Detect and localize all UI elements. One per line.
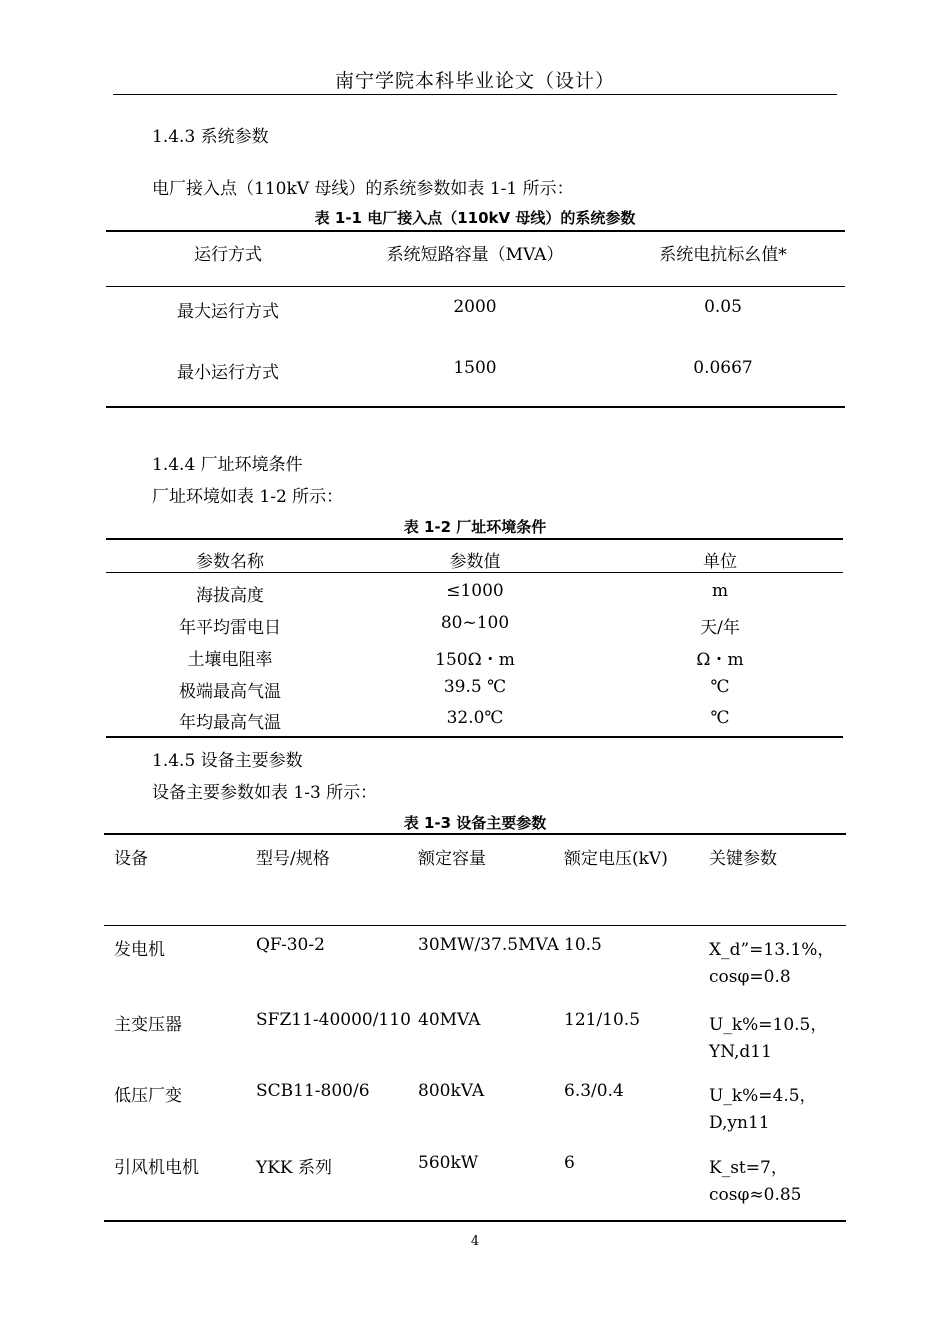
table-1-3-cell-key-line1: X_d”=13.1%， xyxy=(709,940,835,960)
table-1-2-cell: 150Ω・m xyxy=(435,650,515,670)
table-1-3-cell-device: 主变压器 xyxy=(114,1015,182,1035)
table-1-3-cell-capacity: 800kVA xyxy=(418,1081,485,1101)
table-1-3-cell-key-line2: YN,d11 xyxy=(709,1042,772,1062)
table-1-2-cell: ≤1000 xyxy=(446,581,504,601)
table-1-3-caption: 表 1-3 设备主要参数 xyxy=(403,814,547,832)
table-1-3-cell-key-line1: U_k%=10.5， xyxy=(709,1015,828,1035)
table-1-1-header-rule xyxy=(106,286,845,287)
table-1-2-cell: 海拔高度 xyxy=(196,586,264,606)
table-1-2-cell: m xyxy=(711,581,729,601)
table-1-3-header-rule xyxy=(104,925,846,926)
table-1-1-cell: 2000 xyxy=(453,297,497,317)
table-1-3-cell-model: YKK 系列 xyxy=(256,1158,333,1178)
table-1-3-cell-capacity: 40MVA xyxy=(418,1010,481,1030)
table-1-3-cell-voltage: 6 xyxy=(564,1153,575,1173)
table-1-2-header-name: 参数名称 xyxy=(196,552,264,572)
table-1-1-cell: 最小运行方式 xyxy=(177,363,279,383)
table-1-3-cell-voltage: 10.5 xyxy=(564,935,602,955)
table-1-3-bottom-rule xyxy=(104,1220,846,1222)
section-intro-1-4-3: 电厂接入点（110kV 母线）的系统参数如表 1-1 所示： xyxy=(152,179,574,199)
table-1-3-cell-key-line1: K_st=7， xyxy=(709,1158,788,1178)
table-1-1-cell: 1500 xyxy=(453,358,497,378)
table-1-3-cell-model: SCB11-800/6 xyxy=(256,1081,370,1101)
table-1-2-cell: ℃ xyxy=(710,708,730,728)
table-1-1-header-capacity: 系统短路容量（MVA） xyxy=(386,245,564,265)
table-1-2-cell: 天/年 xyxy=(700,618,740,638)
table-1-3-header-device: 设备 xyxy=(114,849,148,869)
table-1-2-header-unit: 单位 xyxy=(703,552,737,572)
table-1-2-header-rule xyxy=(106,572,843,573)
table-1-1-header-mode: 运行方式 xyxy=(194,245,262,265)
table-1-2-cell: 年平均雷电日 xyxy=(179,618,281,638)
table-1-3-cell-device: 发电机 xyxy=(114,940,165,960)
table-1-3-cell-key-line2: cosφ≈0.85 xyxy=(709,1185,802,1205)
table-1-3-cell-model: QF-30-2 xyxy=(256,935,325,955)
table-1-3-cell-voltage: 6.3/0.4 xyxy=(564,1081,624,1101)
table-1-1-cell: 0.0667 xyxy=(693,358,753,378)
section-heading-1-4-5: 1.4.5 设备主要参数 xyxy=(152,751,303,771)
page-number: 4 xyxy=(470,1234,480,1249)
table-1-3-cell-key-line1: U_k%=4.5， xyxy=(709,1086,817,1106)
header-rule xyxy=(113,94,837,95)
table-1-2-cell: Ω・m xyxy=(696,650,744,670)
table-1-2-cell: 39.5 ℃ xyxy=(443,677,507,697)
table-1-1-top-rule xyxy=(106,230,845,232)
table-1-3-top-rule xyxy=(104,833,846,835)
table-1-2-cell: 极端最高气温 xyxy=(179,682,281,702)
table-1-1-header-reactance: 系统电抗标幺值* xyxy=(659,245,787,265)
table-1-2-bottom-rule xyxy=(106,736,843,738)
table-1-3-cell-capacity: 560kW xyxy=(418,1153,479,1173)
table-1-3-cell-capacity: 30MW/37.5MVA xyxy=(418,935,559,955)
table-1-3-cell-key-line2: cosφ=0.8 xyxy=(709,967,791,987)
table-1-3-header-voltage: 额定电压(kV) xyxy=(564,849,668,869)
table-1-1-caption: 表 1-1 电厂接入点（110kV 母线）的系统参数 xyxy=(314,209,636,227)
table-1-3-cell-model: SFZ11-40000/110 xyxy=(256,1010,411,1030)
section-intro-1-4-5: 设备主要参数如表 1-3 所示： xyxy=(152,783,378,803)
table-1-3-cell-device: 低压厂变 xyxy=(114,1086,182,1106)
section-heading-1-4-4: 1.4.4 厂址环境条件 xyxy=(152,455,303,475)
table-1-2-cell: ℃ xyxy=(710,677,730,697)
table-1-3-header-key: 关键参数 xyxy=(709,849,777,869)
table-1-2-cell: 32.0℃ xyxy=(446,708,504,728)
page-header-title: 南宁学院本科毕业论文（设计） xyxy=(334,70,615,92)
table-1-3-cell-key-line2: D,yn11 xyxy=(709,1113,770,1133)
table-1-2-cell: 土壤电阻率 xyxy=(187,650,273,670)
table-1-2-top-rule xyxy=(106,538,843,540)
section-intro-1-4-4: 厂址环境如表 1-2 所示： xyxy=(152,487,344,507)
table-1-1-cell: 最大运行方式 xyxy=(177,302,279,322)
table-1-2-cell: 年均最高气温 xyxy=(179,713,281,733)
table-1-3-header-capacity: 额定容量 xyxy=(418,849,486,869)
table-1-2-cell: 80~100 xyxy=(440,613,510,633)
table-1-3-header-model: 型号/规格 xyxy=(256,849,330,869)
table-1-3-cell-device: 引风机电机 xyxy=(114,1158,199,1178)
table-1-2-caption: 表 1-2 厂址环境条件 xyxy=(403,518,547,536)
table-1-1-bottom-rule xyxy=(106,406,845,408)
section-heading-1-4-3: 1.4.3 系统参数 xyxy=(152,127,269,147)
table-1-2-header-value: 参数值 xyxy=(449,552,501,572)
table-1-1-cell: 0.05 xyxy=(704,297,742,317)
table-1-3-cell-voltage: 121/10.5 xyxy=(564,1010,641,1030)
